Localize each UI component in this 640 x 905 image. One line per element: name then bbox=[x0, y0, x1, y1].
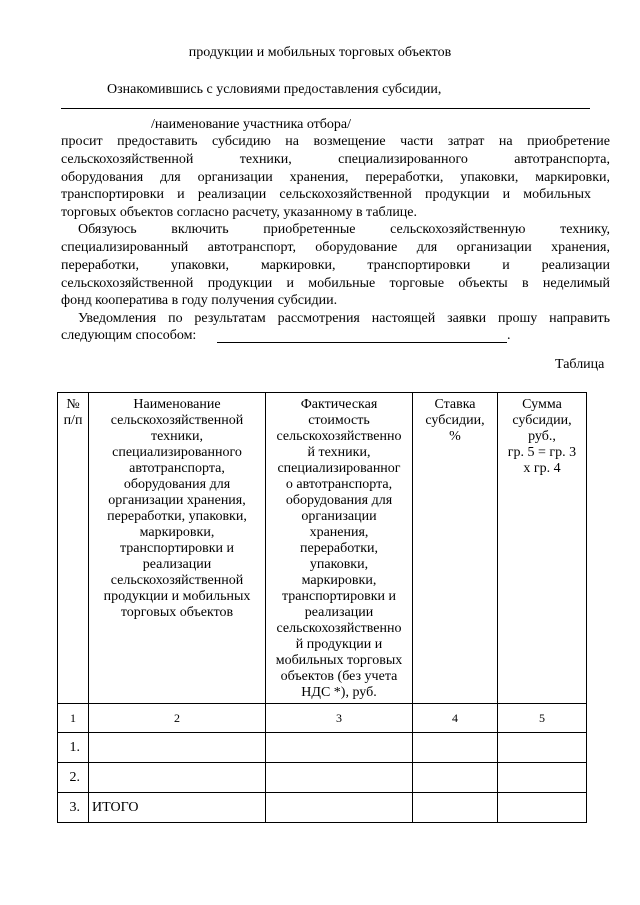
paragraph-2-line: фонд кооператива в году получения субсидии. bbox=[61, 293, 338, 308]
actual-cost-cell[interactable] bbox=[266, 733, 413, 763]
subsidy-rate-cell[interactable] bbox=[413, 733, 498, 763]
column-number-row bbox=[58, 704, 587, 733]
total-rate-cell[interactable] bbox=[413, 793, 498, 823]
equipment-name-cell[interactable] bbox=[89, 763, 266, 793]
total-amount-cell[interactable] bbox=[498, 793, 587, 823]
actual-cost-cell[interactable] bbox=[266, 763, 413, 793]
participant-name-blank[interactable] bbox=[61, 108, 590, 109]
equipment-name-cell[interactable] bbox=[89, 733, 266, 763]
subsidy-rate-cell[interactable] bbox=[413, 763, 498, 793]
paragraph-2-line: специализированный автотранспорт, оборудование для организации хранения, bbox=[61, 240, 610, 255]
table-header-cell: Ставка субсидии, % bbox=[413, 393, 498, 704]
header-line: продукции и мобильных торговых объектов bbox=[188, 45, 452, 60]
paragraph-2-line: переработки, упаковки, маркировки, транспортировки и реализации bbox=[61, 258, 610, 273]
table-header-cell: Наименование сельскохозяйственной техники, специализированного автотранспорта, оборудования для организации хранения, переработки, упаковки, маркировки, транспортировки и реализации сельскохозяйственной продукции и мобильных торговых объектов bbox=[89, 393, 266, 704]
row-number: 3. bbox=[58, 793, 89, 823]
paragraph-3-label: следующим способом: bbox=[61, 328, 197, 343]
paragraph-1-line: просит предоставить субсидию на возмещение части затрат на приобретение bbox=[61, 134, 610, 149]
paragraph-2-line: сельскохозяйственной продукции и мобильные торговые объекты в неделимый bbox=[61, 276, 610, 291]
paragraph-2-line: Обязуюсь включить приобретенные сельскохозяйственную технику, bbox=[78, 222, 610, 237]
total-cost-cell[interactable] bbox=[266, 793, 413, 823]
row-number: 1. bbox=[58, 733, 89, 763]
table-header-cell: Сумма субсидии, руб., гр. 5 = гр. 3 х гр. 4 bbox=[498, 393, 587, 704]
paragraph-1-line: транспортировки и реализации сельскохозяйственной продукции и мобильных bbox=[61, 187, 591, 202]
table-header-row bbox=[58, 393, 587, 704]
column-number: 5 bbox=[498, 704, 587, 733]
notification-method-blank[interactable] bbox=[217, 342, 507, 343]
table-row bbox=[58, 763, 587, 793]
intro-line: Ознакомившись с условиями предоставления субсидии, bbox=[107, 82, 442, 97]
table-caption: Таблица bbox=[555, 357, 605, 372]
column-number: 3 bbox=[266, 704, 413, 733]
column-number: 1 bbox=[58, 704, 89, 733]
paragraph-3-line: Уведомления по результатам рассмотрения настоящей заявки прошу направить bbox=[78, 311, 610, 326]
table-header-cell: Фактическая стоимость сельскохозяйственно й техники, специализированног о автотранспорта, оборудования для организации хранения, переработки, упаковки, маркировки, транспортировки и реализации сельскохозяйственно й продукции и мобильных торговых объектов (без учета НДС *), руб. bbox=[266, 393, 413, 704]
paragraph-1-line: сельскохозяйственной техники, специализированного автотранспорта, bbox=[61, 152, 610, 167]
row-number: 2. bbox=[58, 763, 89, 793]
subsidy-table bbox=[57, 392, 587, 823]
column-number: 2 bbox=[89, 704, 266, 733]
subsidy-amount-cell[interactable] bbox=[498, 733, 587, 763]
table-header-cell: № п/п bbox=[58, 393, 89, 704]
participant-caption: /наименование участника отбора/ bbox=[151, 117, 352, 132]
paragraph-1-line: торговых объектов согласно расчету, указанному в таблице. bbox=[61, 205, 418, 220]
table-total-row bbox=[58, 793, 587, 823]
paragraph-3-end: . bbox=[507, 328, 511, 343]
table-row bbox=[58, 733, 587, 763]
column-number: 4 bbox=[413, 704, 498, 733]
total-label: ИТОГО bbox=[89, 793, 266, 823]
paragraph-1-line: оборудования для организации хранения, переработки, упаковки, маркировки, bbox=[61, 170, 610, 185]
subsidy-amount-cell[interactable] bbox=[498, 763, 587, 793]
